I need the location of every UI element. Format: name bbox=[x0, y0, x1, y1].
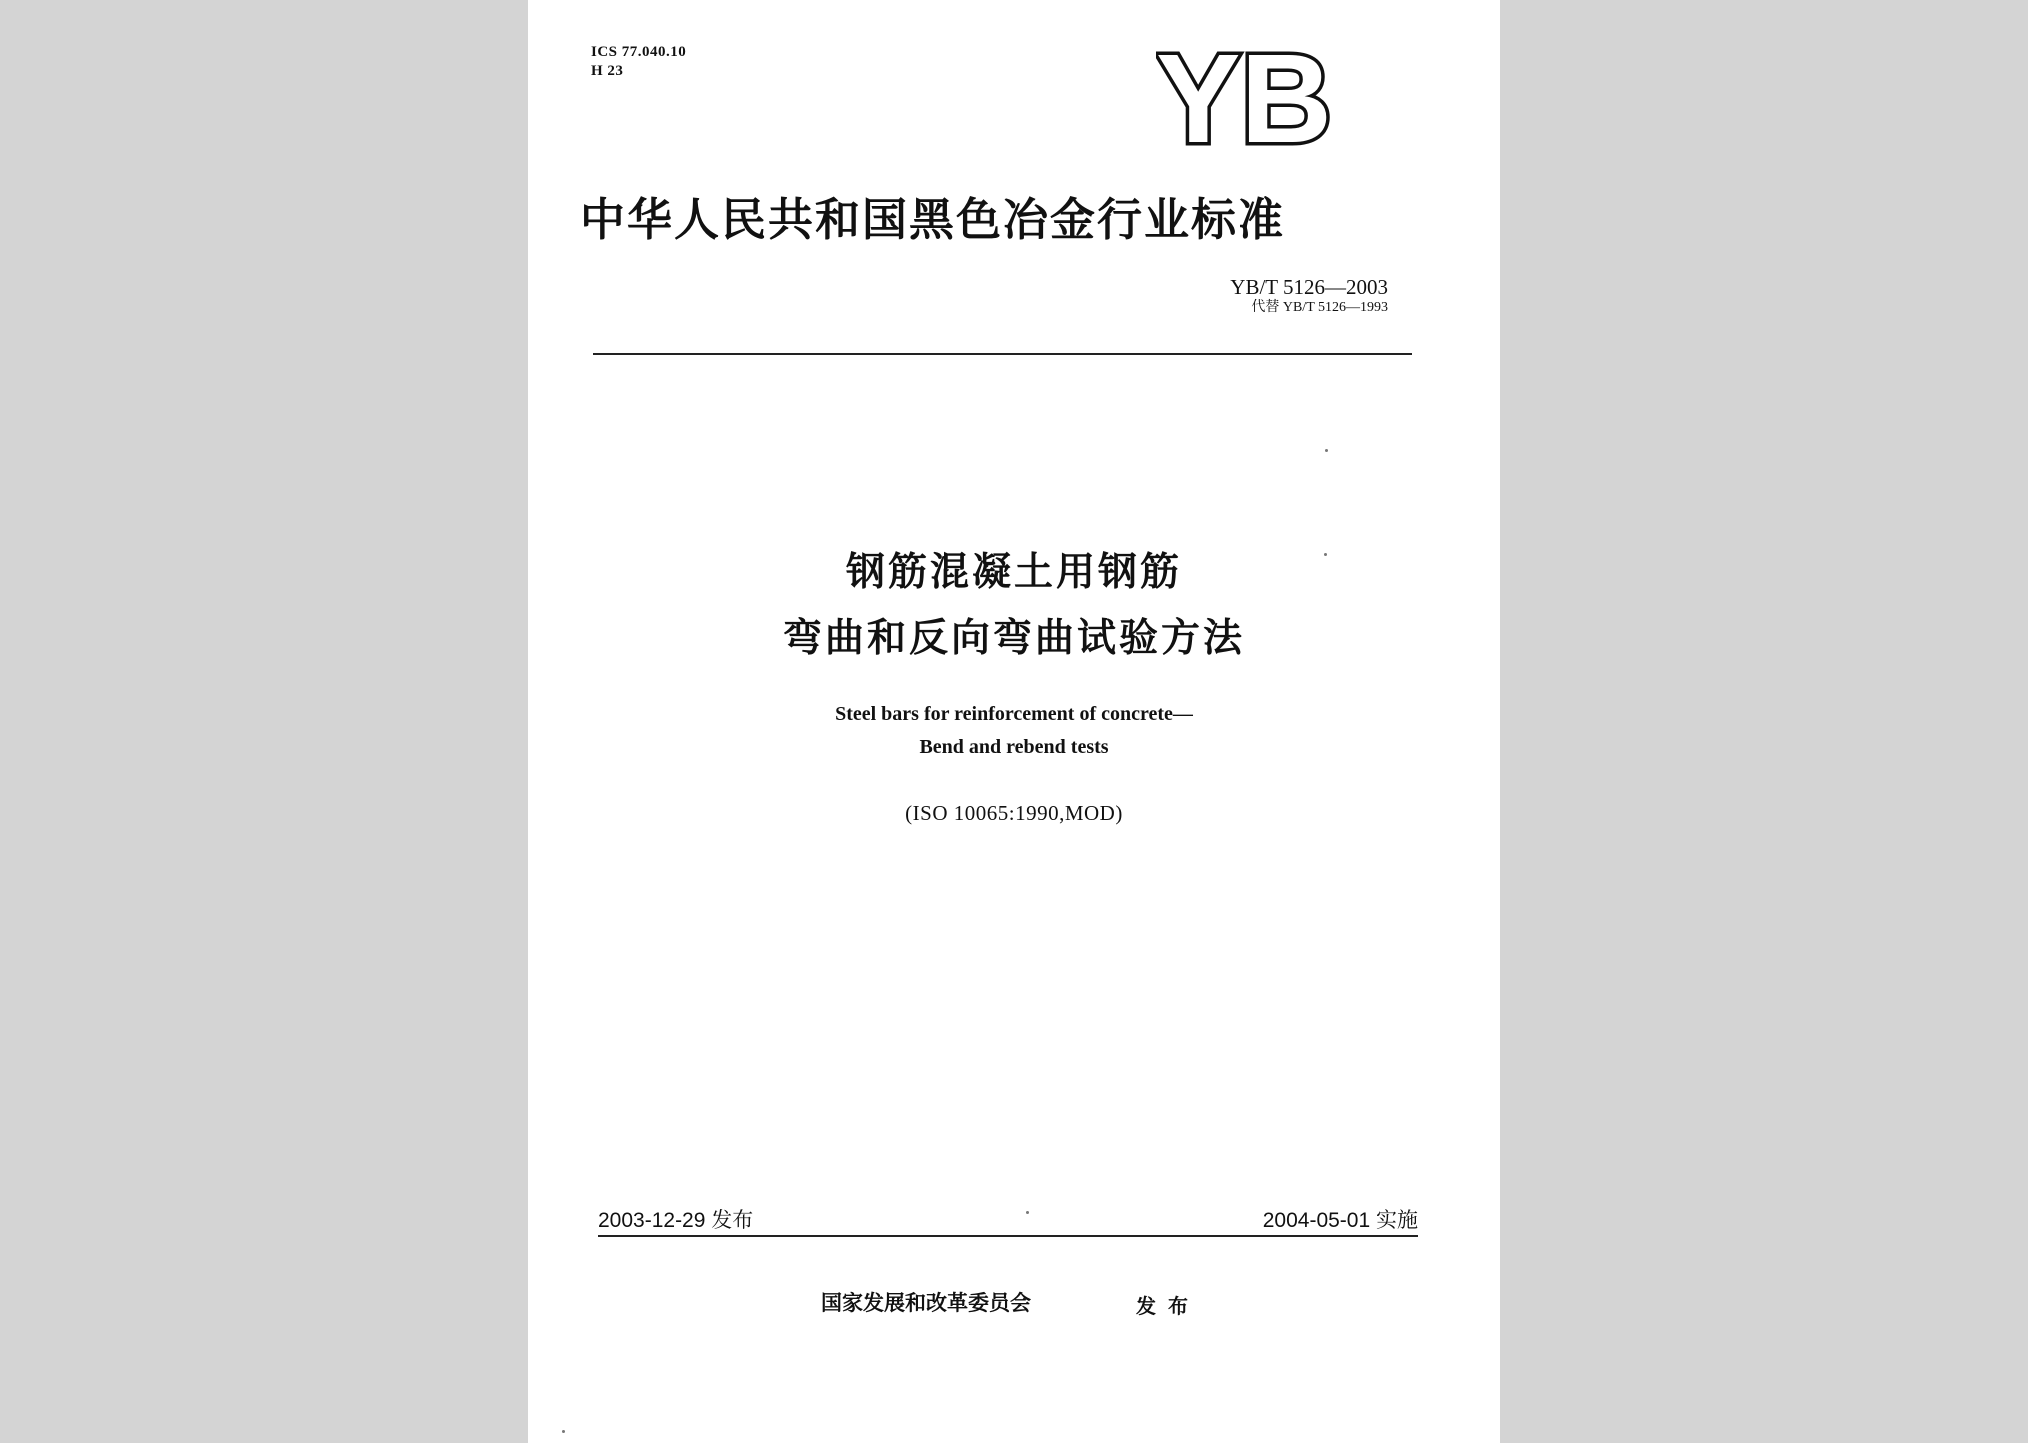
ics-classification bbox=[591, 43, 686, 81]
standard-number: YB/T 5126—2003 bbox=[1230, 275, 1388, 299]
chinese-title-line-2: 弯曲和反向弯曲试验方法 bbox=[782, 616, 1245, 661]
implementation-date: 2004-05-01 实施 bbox=[1262, 1209, 1418, 1232]
yb-logo bbox=[1156, 44, 1336, 154]
header-divider bbox=[593, 353, 1412, 355]
english-title bbox=[528, 698, 1500, 764]
chinese-title bbox=[528, 540, 1500, 672]
scan-speck bbox=[1026, 1211, 1029, 1214]
english-title-line-1: Steel bars for reinforcement of concrete— bbox=[835, 703, 1193, 725]
scan-speck bbox=[1325, 449, 1328, 452]
english-title-line-2: Bend and rebend tests bbox=[919, 736, 1109, 758]
chinese-title-line-1: 钢筋混凝土用钢筋 bbox=[845, 550, 1182, 595]
standard-code-block bbox=[1230, 275, 1388, 317]
ccs-code: H 23 bbox=[591, 63, 624, 79]
document-page bbox=[528, 0, 1500, 1443]
footer-divider bbox=[598, 1235, 1418, 1237]
publish-label: 发布 bbox=[1136, 1294, 1200, 1318]
replaces-standard: 代替 YB/T 5126—1993 bbox=[1251, 300, 1388, 315]
scan-speck bbox=[1324, 553, 1327, 556]
publisher-name: 国家发展和改革委员会 bbox=[821, 1291, 1031, 1315]
standard-category-title: 中华人民共和国黑色冶金行业标准 bbox=[580, 193, 1286, 246]
scan-speck bbox=[562, 1430, 565, 1433]
yb-logo-text: YB bbox=[1156, 44, 1332, 154]
issue-date: 2003-12-29 发布 bbox=[598, 1209, 754, 1232]
iso-reference: (ISO 10065:1990,MOD) bbox=[905, 801, 1123, 825]
ics-code: ICS 77.040.10 bbox=[591, 44, 687, 60]
